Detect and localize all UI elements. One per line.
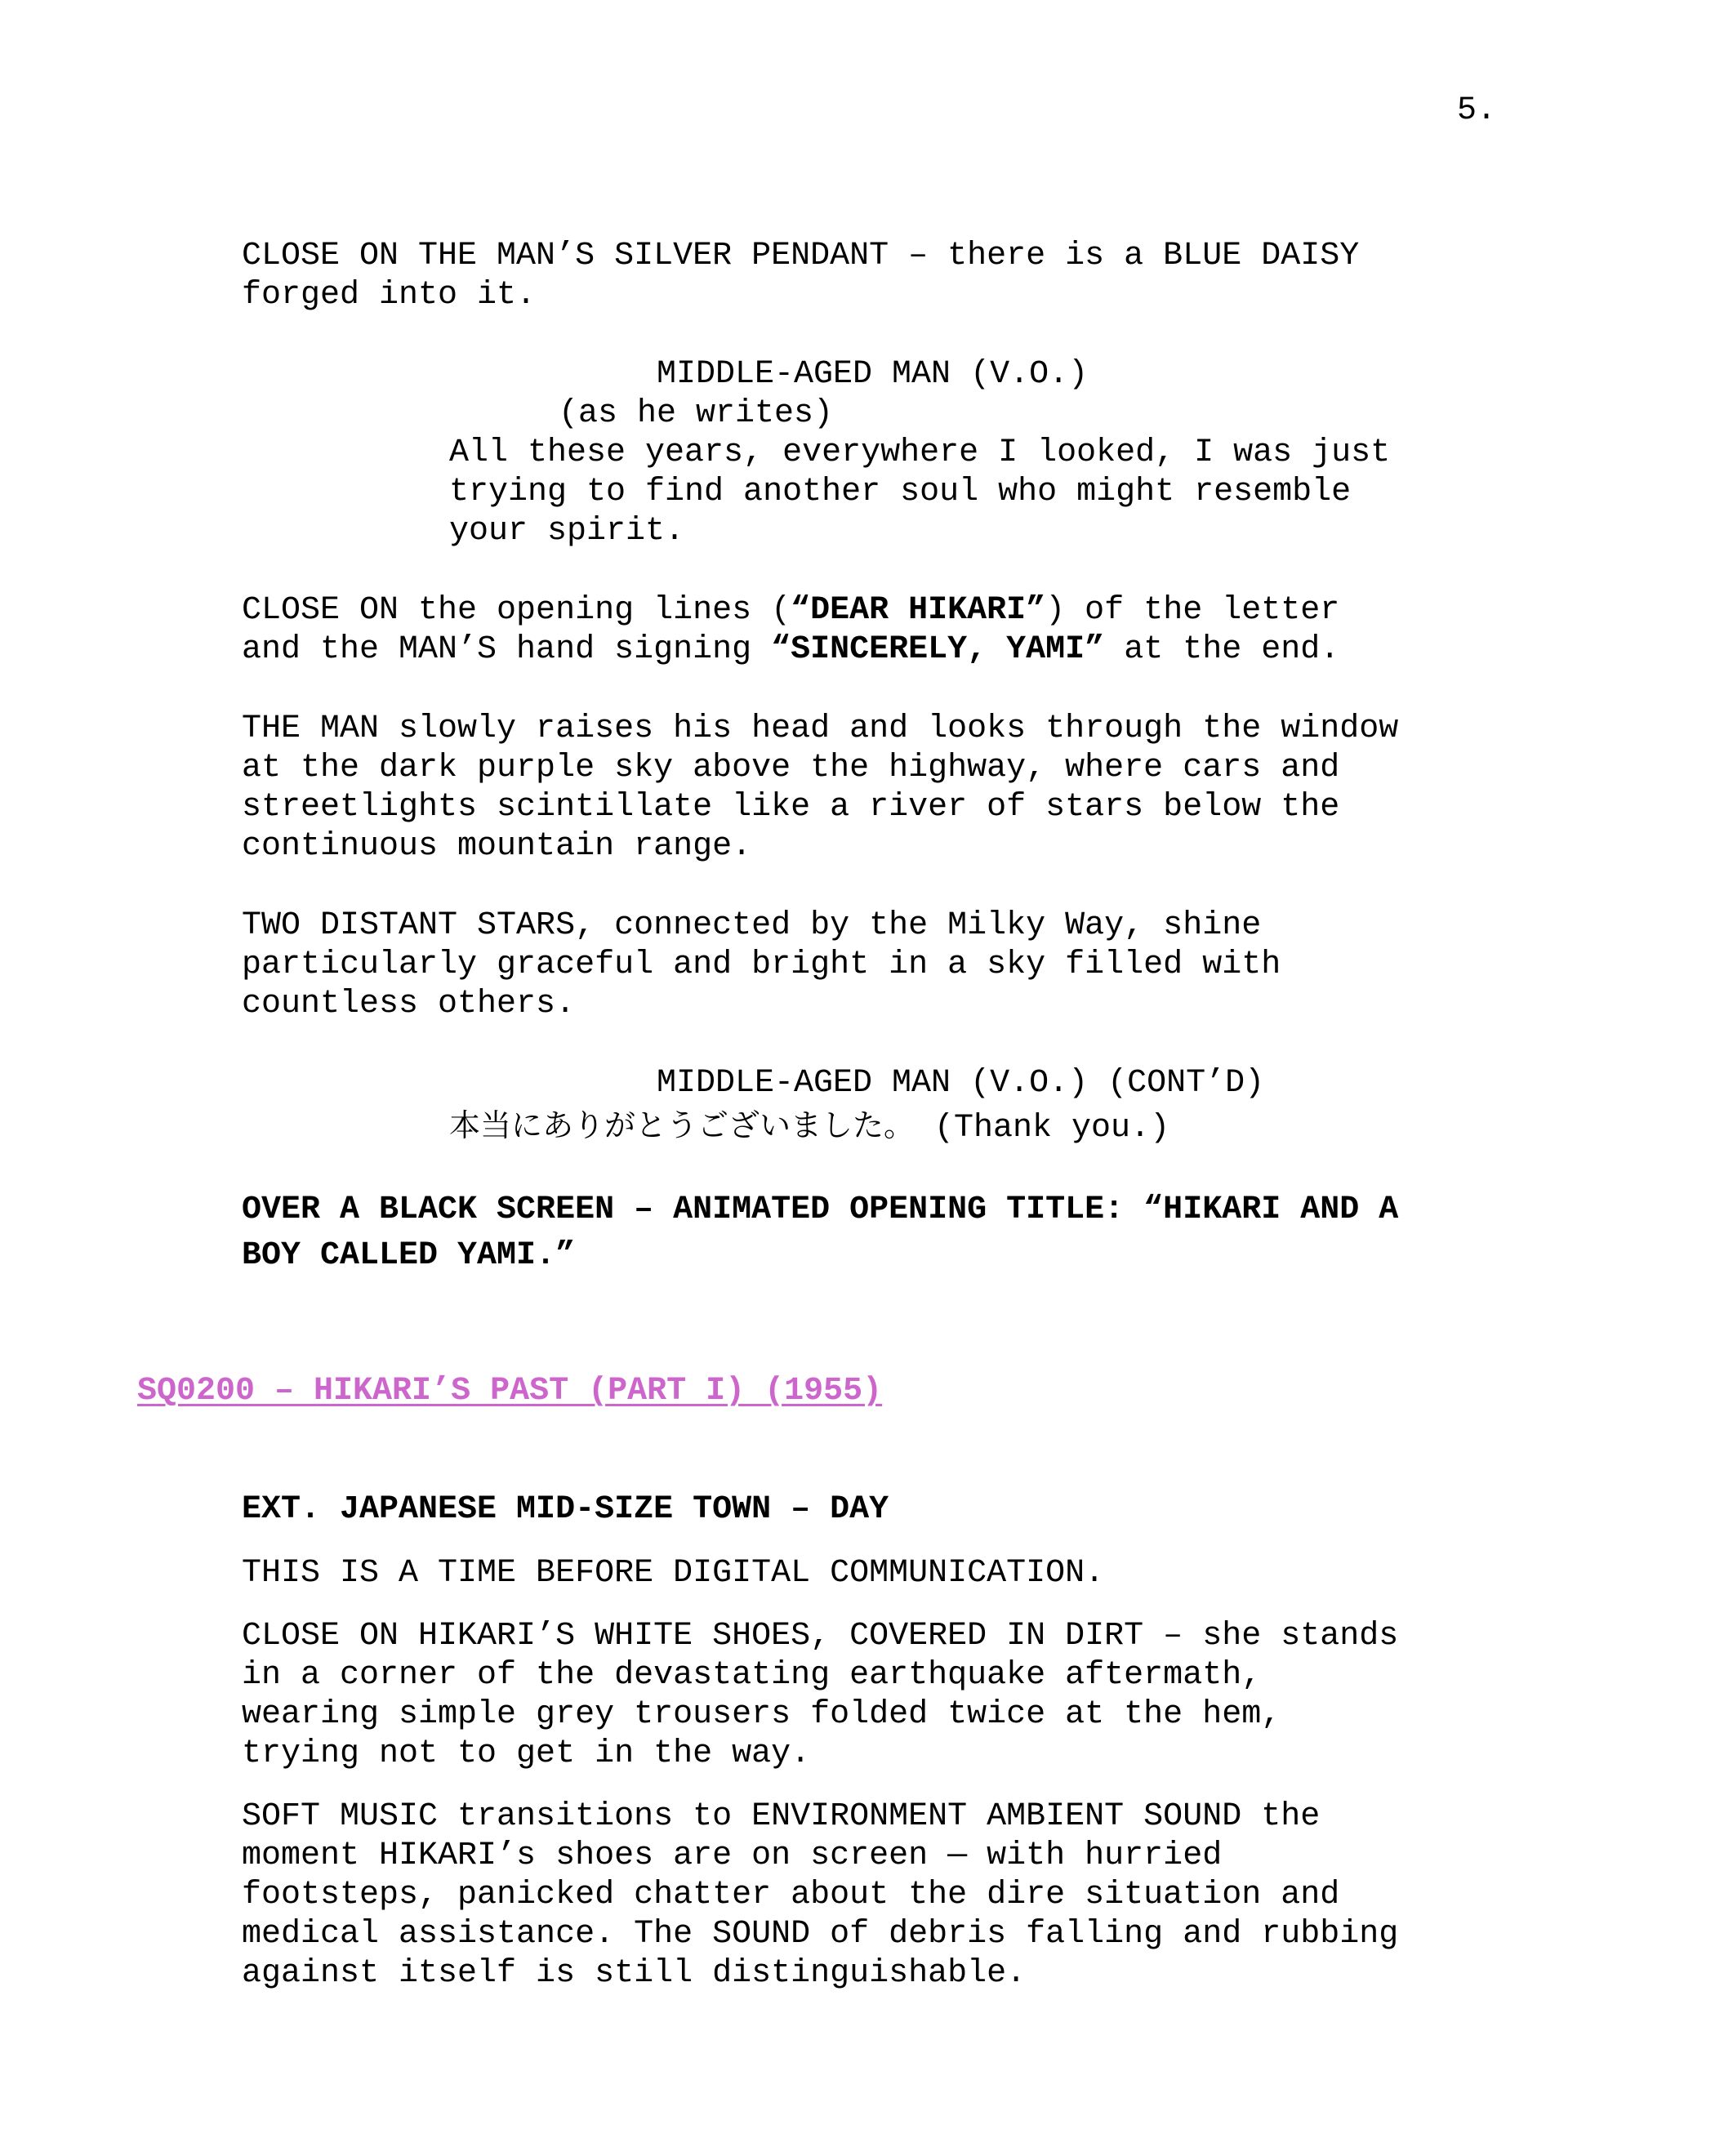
action-line: CLOSE ON THE MAN’S SILVER PENDANT – there is a BLUE DAISY: [242, 238, 1360, 274]
action-line: medical assistance. The SOUND of debris falling and rubbing: [242, 1916, 1399, 1953]
page-number: 5.: [1457, 92, 1497, 129]
dialogue-line: trying to find another soul who might resemble: [449, 474, 1352, 510]
dialogue-line: your spirit.: [449, 513, 685, 550]
action-line: forged into it.: [242, 277, 537, 314]
action-line: [242, 591, 1499, 630]
action-line: in a corner of the devastating earthquake aftermath,: [242, 1657, 1262, 1694]
translation: (Thank you.): [915, 1110, 1170, 1147]
opening-title-line: OVER A BLACK SCREEN – ANIMATED OPENING TITLE: “HIKARI AND A: [242, 1192, 1399, 1228]
letter-opening: “DEAR HIKARI”: [791, 592, 1046, 629]
action-line: THE MAN slowly raises his head and looks through the window: [242, 710, 1399, 747]
action-line: TWO DISTANT STARS, connected by the Milky Way, shine: [242, 907, 1262, 944]
text-run: at the end.: [1104, 631, 1340, 668]
scene-heading: EXT. JAPANESE MID-SIZE TOWN – DAY: [242, 1491, 889, 1528]
action-line: continuous mountain range.: [242, 828, 752, 865]
action-line: against itself is still distinguishable.: [242, 1955, 1027, 1992]
action-line: SOFT MUSIC transitions to ENVIRONMENT AMBIENT SOUND the: [242, 1798, 1321, 1835]
text-run: ) of the letter: [1045, 592, 1340, 629]
opening-title-line: BOY CALLED YAMI.”: [242, 1237, 576, 1274]
dialogue-line: [449, 1106, 1470, 1148]
parenthetical: (as he writes): [559, 395, 834, 432]
character-cue: MIDDLE-AGED MAN (V.O.) (CONT’D): [657, 1065, 1265, 1102]
action-line: trying not to get in the way.: [242, 1735, 811, 1772]
letter-signature: “SINCERELY, YAMI”: [771, 631, 1105, 668]
text-run: and the MAN’S hand signing: [242, 631, 772, 668]
action-line: THIS IS A TIME BEFORE DIGITAL COMMUNICATION.: [242, 1555, 1105, 1592]
action-line: footsteps, panicked chatter about the dire situation and: [242, 1877, 1340, 1913]
action-line: at the dark purple sky above the highway, where cars and: [242, 750, 1340, 786]
action-line: streetlights scintillate like a river of stars below the: [242, 789, 1340, 826]
sequence-heading: SQ0200 – HIKARI’S PAST (PART I) (1955): [137, 1373, 883, 1410]
action-line: moment HIKARI’s shoes are on screen — with hurried: [242, 1838, 1223, 1874]
japanese-dialogue: 本当にありがとうございました。: [449, 1107, 916, 1143]
action-line: wearing simple grey trousers folded twice at the hem,: [242, 1696, 1281, 1733]
action-line: countless others.: [242, 986, 576, 1022]
character-cue: MIDDLE-AGED MAN (V.O.): [657, 356, 1089, 393]
action-line: [242, 630, 1499, 670]
dialogue-line: All these years, everywhere I looked, I was just: [449, 434, 1391, 471]
action-line: particularly graceful and bright in a sky filled with: [242, 947, 1281, 983]
text-run: CLOSE ON the opening lines (: [242, 592, 791, 629]
action-line: CLOSE ON HIKARI’S WHITE SHOES, COVERED IN DIRT – she stands: [242, 1618, 1399, 1655]
